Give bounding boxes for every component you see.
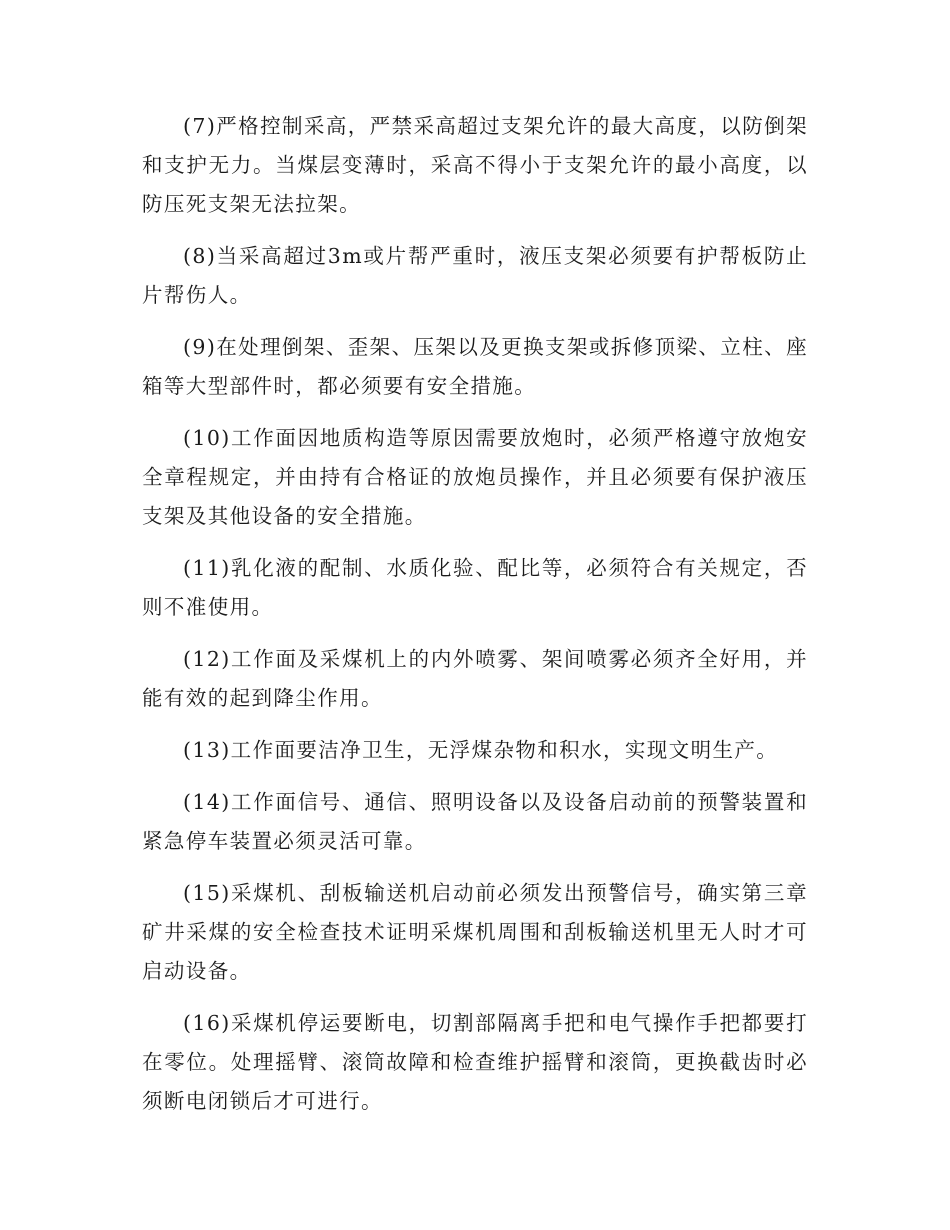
- paragraph-13: (13)工作面要洁净卫生，无浮煤杂物和积水，实现文明生产。: [183, 738, 779, 762]
- paragraph-7: (7)严格控制采高，严禁采高超过支架允许的最大高度，以防倒架和支护无力。当煤层变薄时，采高不得小于支架允许的最小高度，以防压死支架无法拉架。: [142, 114, 808, 216]
- paragraph-14: (14)工作面信号、通信、照明设备以及设备启动前的预警装置和紧急停车装置必须灵活可靠。: [142, 790, 808, 853]
- paragraph-8: (8)当采高超过3m或片帮严重时，液压支架必须要有护帮板防止片帮伤人。: [142, 244, 808, 307]
- paragraph-16: (16)采煤机停运要断电，切割部隔离手把和电气操作手把都要打在零位。处理摇臂、滚筒故障和检查维护摇臂和滚筒，更换截齿时必须断电闭锁后才可进行。: [142, 1011, 808, 1113]
- paragraph-15: (15)采煤机、刮板输送机启动前必须发出预警信号，确实第三章矿井采煤的安全检查技术证明采煤机周围和刮板输送机里无人时才可启动设备。: [142, 881, 808, 983]
- paragraph-12: (12)工作面及采煤机上的内外喷雾、架间喷雾必须齐全好用，并能有效的起到降尘作用。: [142, 647, 808, 710]
- paragraph-11: (11)乳化液的配制、水质化验、配比等，必须符合有关规定，否则不准使用。: [142, 556, 808, 619]
- paragraph-9: (9)在处理倒架、歪架、压架以及更换支架或拆修顶梁、立柱、座箱等大型部件时，都必须要有安全措施。: [142, 335, 808, 398]
- document-body: [142, 107, 808, 1134]
- paragraph-10: (10)工作面因地质构造等原因需要放炮时，必须严格遵守放炮安全章程规定，并由持有合格证的放炮员操作，并且必须要有保护液压支架及其他设备的安全措施。: [142, 426, 808, 528]
